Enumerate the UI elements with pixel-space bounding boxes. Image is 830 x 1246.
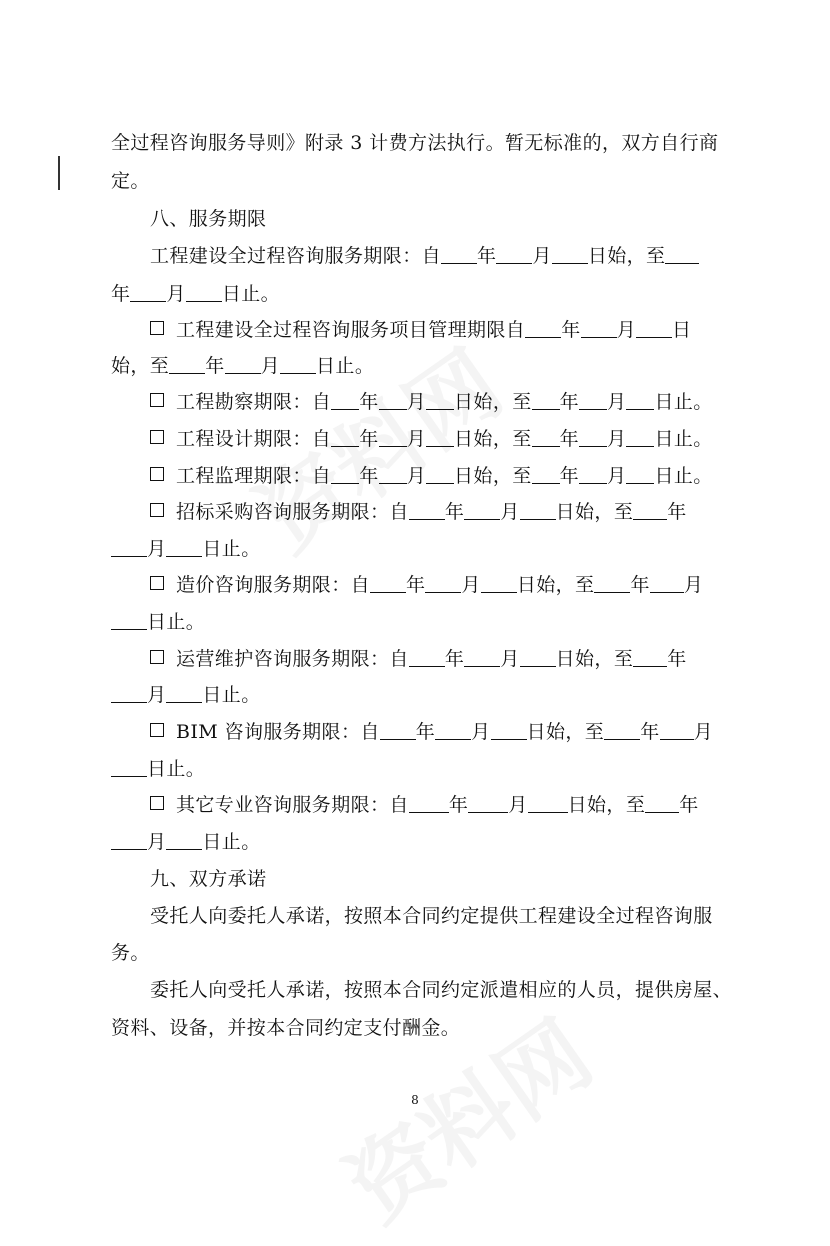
blank-month[interactable] xyxy=(425,574,461,593)
text: 月 xyxy=(406,391,427,413)
other-period-line xyxy=(150,793,699,817)
text: 日止。 xyxy=(147,758,206,780)
text: 年 xyxy=(406,574,426,596)
text: 日始，至 xyxy=(454,391,532,413)
cost-period-line-cont xyxy=(111,610,205,634)
text: 日始，至 xyxy=(555,501,634,523)
text: 月 xyxy=(147,538,167,560)
blank-month[interactable] xyxy=(464,501,500,520)
text: 月 xyxy=(607,391,627,413)
blank-year[interactable] xyxy=(370,574,406,593)
text: 年 xyxy=(359,428,379,450)
bim-period-line xyxy=(150,720,713,744)
section-heading: 八、服务期限 xyxy=(150,208,267,230)
text: 月 xyxy=(500,501,520,523)
other-period-line-cont xyxy=(111,830,261,854)
blank-month[interactable] xyxy=(581,319,617,338)
blank-end-month[interactable] xyxy=(579,465,607,484)
checkbox[interactable] xyxy=(150,503,164,517)
blank-day[interactable] xyxy=(520,501,556,520)
blank-end-day[interactable] xyxy=(166,831,202,850)
blank-end-month[interactable] xyxy=(111,684,147,703)
paragraph-line: 务。 xyxy=(111,942,150,964)
text: 年 xyxy=(444,648,465,670)
blank-month[interactable] xyxy=(379,428,407,447)
blank-end-day[interactable] xyxy=(166,538,202,557)
text: 年 xyxy=(561,319,581,341)
blank-month[interactable] xyxy=(379,391,407,410)
blank-end-day[interactable] xyxy=(280,355,316,374)
checkbox[interactable] xyxy=(150,650,164,664)
blank-end-year[interactable] xyxy=(633,501,667,520)
text: 工程监理期限：自 xyxy=(176,465,332,487)
blank-end-month[interactable] xyxy=(579,428,607,447)
blank-end-month[interactable] xyxy=(111,538,147,557)
blank-year[interactable] xyxy=(331,465,359,484)
blank-end-day[interactable] xyxy=(111,611,147,630)
text: 招标采购咨询服务期限：自 xyxy=(176,501,409,523)
text: 月 xyxy=(406,428,427,450)
blank-day[interactable] xyxy=(426,428,454,447)
page-number: 8 xyxy=(411,1093,419,1107)
text: 日止。 xyxy=(147,611,206,633)
blank-day[interactable] xyxy=(426,465,454,484)
text: 月 xyxy=(260,355,281,377)
paragraph-line: 受托人向委托人承诺，按照本合同约定提供工程建设全过程咨询服 xyxy=(150,905,713,927)
checkbox[interactable] xyxy=(150,467,164,481)
blank-end-day[interactable] xyxy=(626,465,654,484)
checkbox[interactable] xyxy=(150,430,164,444)
text: 年 xyxy=(640,721,660,743)
blank-month[interactable] xyxy=(464,648,500,667)
text: 日始，至 xyxy=(526,721,605,743)
om-period-line xyxy=(150,647,687,671)
text: 年 xyxy=(111,283,131,305)
bidding-period-line-cont xyxy=(111,537,261,561)
text: 其它专业咨询服务期限：自 xyxy=(176,794,409,816)
blank-end-year[interactable] xyxy=(645,794,679,813)
text: 年 xyxy=(444,501,465,523)
text: 年 xyxy=(415,721,436,743)
design-period-line xyxy=(150,427,713,451)
text: 日始，至 xyxy=(454,465,532,487)
text: 月 xyxy=(607,465,627,487)
text: 日止。 xyxy=(316,355,375,377)
blank-year[interactable] xyxy=(409,648,445,667)
text: 月 xyxy=(166,283,186,305)
text: 工程设计期限：自 xyxy=(176,428,332,450)
pm-period-line: 工程建设全过程咨询服务项目管理期限自 年 月 日 xyxy=(150,318,691,342)
text: 年 xyxy=(448,794,469,816)
text: 月 xyxy=(508,794,528,816)
text: 年 xyxy=(667,501,687,523)
blank-end-day[interactable] xyxy=(626,391,654,410)
paragraph-line: 委托人向受托人承诺，按照本合同约定派遣相应的人员，提供房屋、 xyxy=(150,979,733,1001)
paragraph-line: 资料、设备，并按本合同约定支付酬金。 xyxy=(111,1017,461,1039)
blank-end-day[interactable] xyxy=(111,758,147,777)
overall-period-line xyxy=(150,244,699,268)
text: 工程建设全过程咨询服务期限：自 xyxy=(150,245,442,267)
blank-month[interactable] xyxy=(468,794,508,813)
text: 日始，至 xyxy=(587,245,666,267)
blank-day[interactable] xyxy=(520,648,556,667)
blank-year[interactable] xyxy=(380,721,416,740)
checkbox[interactable] xyxy=(150,321,164,335)
blank-day[interactable] xyxy=(481,574,517,593)
text: 日止。 xyxy=(654,465,713,487)
blank-month[interactable] xyxy=(496,245,532,264)
text: 年 xyxy=(667,648,687,670)
text: 年 xyxy=(559,391,580,413)
bidding-period-line xyxy=(150,500,687,524)
text: 月 xyxy=(683,574,704,596)
text: 日止。 xyxy=(221,283,281,305)
blank-end-day[interactable] xyxy=(186,283,222,302)
text: BIM 咨询服务期限：自 xyxy=(176,721,380,743)
om-period-line-cont xyxy=(111,683,261,707)
blank-day[interactable] xyxy=(491,721,527,740)
overall-period-line-cont xyxy=(111,282,280,306)
survey-period-line xyxy=(150,390,713,414)
text: 月 xyxy=(693,721,713,743)
text: 月 xyxy=(147,831,167,853)
blank-year[interactable] xyxy=(525,319,561,338)
text: 月 xyxy=(406,465,427,487)
text: 年 xyxy=(559,428,580,450)
blank-end-month[interactable] xyxy=(130,283,166,302)
pm-period-line-cont xyxy=(111,354,374,378)
blank-year[interactable] xyxy=(409,501,445,520)
blank-month[interactable] xyxy=(379,465,407,484)
text: 造价咨询服务期限：自 xyxy=(176,574,371,596)
checkbox[interactable] xyxy=(150,796,164,810)
text: 月 xyxy=(461,574,481,596)
text: 工程建设全过程咨询服务项目管理期限自 xyxy=(176,319,526,341)
text: 日止。 xyxy=(654,428,713,450)
text: 日始，至 xyxy=(567,794,646,816)
cost-period-line xyxy=(150,573,703,597)
text: 月 xyxy=(471,721,491,743)
text: 日止。 xyxy=(202,538,261,560)
text: 日始，至 xyxy=(555,648,634,670)
text: 日止。 xyxy=(202,831,261,853)
bim-period-line-cont xyxy=(111,757,205,781)
text: 年 xyxy=(679,794,699,816)
text: 日始，至 xyxy=(516,574,595,596)
blank-day[interactable] xyxy=(552,245,588,264)
text: 日始，至 xyxy=(454,428,532,450)
blank-end-year[interactable] xyxy=(532,428,560,447)
text: 年 xyxy=(359,391,379,413)
text: 月 xyxy=(616,319,637,341)
blank-month[interactable] xyxy=(435,721,471,740)
checkbox[interactable] xyxy=(150,576,164,590)
supervision-period-line xyxy=(150,464,713,488)
blank-end-year[interactable] xyxy=(532,391,560,410)
text: 工程勘察期限：自 xyxy=(176,391,332,413)
text: 月 xyxy=(607,428,627,450)
text: 运营维护咨询服务期限：自 xyxy=(176,648,409,670)
blank-end-year[interactable] xyxy=(169,355,205,374)
blank-end-month[interactable] xyxy=(660,721,694,740)
blank-day[interactable] xyxy=(528,794,568,813)
blank-end-year[interactable] xyxy=(532,465,560,484)
blank-end-month[interactable] xyxy=(579,391,607,410)
checkbox[interactable] xyxy=(150,723,164,737)
blank-end-year[interactable] xyxy=(665,245,699,264)
blank-day[interactable] xyxy=(426,391,454,410)
blank-end-day[interactable] xyxy=(626,428,654,447)
text: 月 xyxy=(532,245,552,267)
text: 始，至 xyxy=(111,355,170,377)
section-heading: 九、双方承诺 xyxy=(150,868,267,890)
paragraph-line: 定。 xyxy=(111,170,150,192)
blank-year[interactable] xyxy=(331,428,359,447)
paragraph-line: 全过程咨询服务导则》附录 3 计费方法执行。暂无标准的，双方自行商 xyxy=(111,132,719,154)
text: 年 xyxy=(477,245,497,267)
blank-day[interactable] xyxy=(636,319,672,338)
text: 日止。 xyxy=(202,684,261,706)
text: 年 xyxy=(359,465,379,487)
blank-end-year[interactable] xyxy=(594,574,630,593)
blank-end-month[interactable] xyxy=(650,574,684,593)
text: 年 xyxy=(205,355,225,377)
text: 月 xyxy=(500,648,520,670)
blank-end-year[interactable] xyxy=(604,721,640,740)
blank-end-month[interactable] xyxy=(111,831,147,850)
margin-change-bar xyxy=(58,156,60,190)
blank-year[interactable] xyxy=(441,245,477,264)
blank-end-year[interactable] xyxy=(633,648,667,667)
blank-end-day[interactable] xyxy=(166,684,202,703)
text: 年 xyxy=(630,574,650,596)
blank-year[interactable] xyxy=(409,794,449,813)
blank-year[interactable] xyxy=(331,391,359,410)
text: 月 xyxy=(147,684,167,706)
checkbox[interactable] xyxy=(150,393,164,407)
text: 日止。 xyxy=(654,391,713,413)
blank-end-month[interactable] xyxy=(225,355,261,374)
text: 年 xyxy=(559,465,580,487)
